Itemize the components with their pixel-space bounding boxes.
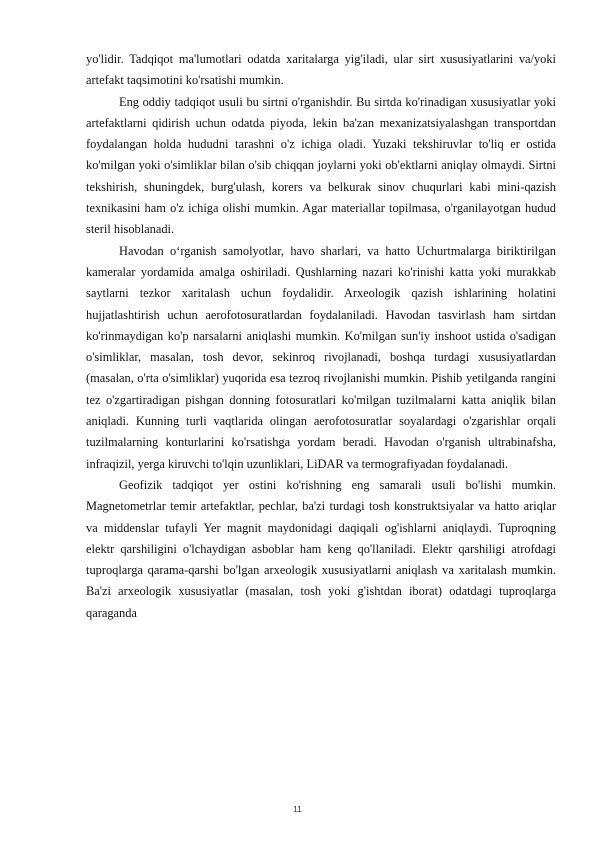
paragraph-aerial-survey: Havodan o‘rganish samolyotlar, havo sharlari, va hatto Uchurtmalarga biriktirilgan kameralar yordamida amalga oshiriladi. Qushlarning nazari ko'rinishi katta yoki murakkab saytlarni tezkor xaritalash uchun foydalidir. Arxeologik qazish ishlarining holatini hujjatlashtirish uchun aerofotosuratlardan foydalaniladi. Havodan tasvirlash ham sirtdan ko'rinmaydigan ko'p narsalarni aniqlashi mumkin. Ko'milgan sun'iy inshoot ustida o'sadigan o'simliklar, masalan, tosh devor, sekinroq rivojlanadi, boshqa turdagi xususiyatlardan (masalan, o'rta o'simliklar) yuqorida esa tezroq rivojlanishi mumkin. Pishib yetilganda rangini tez o'zgartiradigan pishgan donning fotosuratlari ko'milgan tuzilmalarni katta aniqlik bilan aniqladi. Kunning turli vaqtlarida olingan aerofotosuratlar soyalardagi o'zgarishlar orqali tuzilmalarning konturlarini ko'rsatishga yordam beradi. Havodan o'rganish ultrabinafsha, infraqizil, yerga kiruvchi to'lqin uzunliklari, LiDAR va termografiyadan foydalanadi. (86, 243, 556, 471)
paragraph-geophysical-survey: Geofizik tadqiqot yer ostini ko'rishning eng samarali usuli bo'lishi mumkin. Magnetometrlar temir artefaktlar, pechlar, ba'zi turdagi tosh konstruktsiyalar va hatto ariqlar va middenslar tufayli Yer magnit maydonidagi daqiqali og'ishlarni aniqlaydi. Tuproqning elektr qarshiligini o'lchaydigan asboblar ham keng qo'llaniladi. Elektr qarshiligi atrofdagi tuproqlarga qarama-qarshi bo'lgan arxeologik xususiyatlarni aniqlash va xaritalash mumkin. Ba'zi arxeologik xususiyatlar (masalan, tosh yoki g'ishtdan iborat) odatdagi tuproqlarga qaraganda (86, 477, 556, 620)
paragraph-surface-survey: Eng oddiy tadqiqot usuli bu sirtni o'rganishdir. Bu sirtda ko'rinadigan xususiyatlar yoki artefaktlarni qidirish uchun odatda piyoda, lekin ba'zan mexanizatsiyalashgan transportdan foydalangan holda hududni tarashni o'z ichiga oladi. Yuzaki tekshiruvlar to'liq er ostida ko'milgan yoki o'simliklar bilan o'sib chiqqan joylarni yoki ob'ektlarni aniqlay olmaydi. Sirtni tekshirish, shuningdek, burg'ulash, korers va belkurak sinov chuqurlari kabi mini-qazish texnikasini ham o'z ichiga olishi mumkin. Agar materiallar topilmasa, o'rganilayotgan hudud steril hisoblanadi. (86, 94, 556, 237)
page-number: 11 (293, 804, 302, 814)
paragraph-continued: yo'lidir. Tadqiqot ma'lumotlari odatda xaritalarga yig'iladi, ular sirt xususiyatlarini va/yoki artefakt taqsimotini ko'rsatishi mumkin. (86, 52, 556, 88)
document-body (86, 49, 556, 624)
